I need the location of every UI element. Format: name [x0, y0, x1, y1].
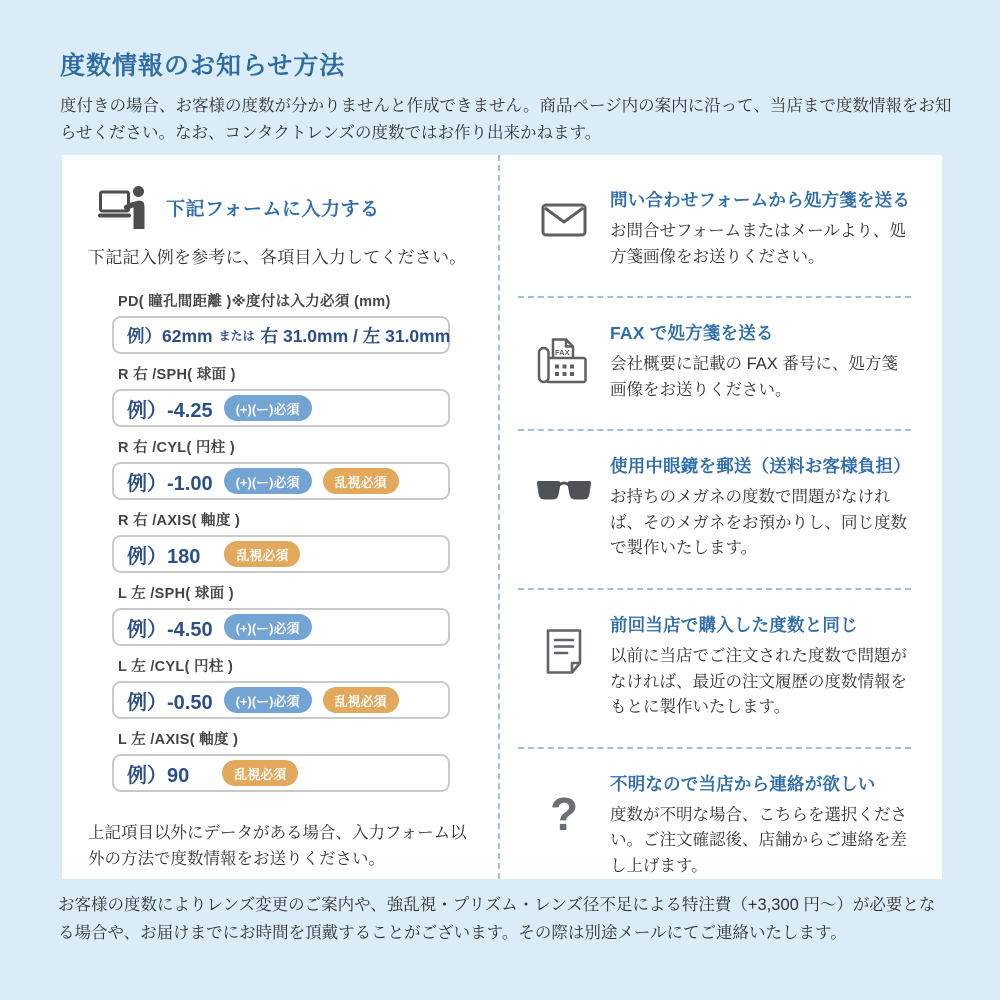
field-r-sph — [88, 363, 498, 427]
field-label: L 左 /AXIS( 軸度 ) — [118, 732, 239, 748]
fax-icon — [518, 320, 610, 403]
example-box-l-axis — [112, 754, 450, 792]
badge-sign-required: (+)(ー)必須 — [224, 468, 312, 494]
method-item-previous-order — [518, 590, 911, 749]
form-section-header — [98, 185, 498, 229]
example-box-pd — [112, 316, 450, 354]
field-r-axis — [88, 509, 498, 573]
method-item-fax — [518, 298, 911, 431]
example-value: 例）-0.50 — [127, 691, 213, 714]
example-value: 例）-4.25 — [127, 399, 213, 422]
badge-sign-required: (+)(ー)必須 — [224, 687, 312, 713]
method-title: 前回当店で購入した度数と同じ — [610, 614, 858, 635]
field-label: L 左 /CYL( 円柱 ) — [118, 659, 234, 675]
field-label: R 右 /SPH( 球面 ) — [118, 367, 236, 383]
example-box-l-cyl — [112, 681, 450, 719]
method-item-unknown-contact — [518, 749, 911, 906]
example-value: 例）-1.00 — [127, 472, 213, 495]
example-value: 例）90 — [127, 764, 190, 787]
svg-text:FAX: FAX — [555, 348, 570, 358]
question-icon: ? — [549, 787, 579, 840]
field-l-sph — [88, 582, 498, 646]
mail-icon — [518, 187, 610, 270]
page-footer-note: お客様の度数によりレンズ変更のご案内や、強乱視・プリズム・レンズ径不足による特注費（+3,300 円～）が必要となる場合や、お届けまでにお時間を頂戴することがございます。その際は別途メールにてご連絡いたします。 — [58, 896, 936, 943]
method-text — [610, 612, 911, 721]
method-description: 度数が不明な場合、こちらを選択ください。ご注文確認後、店舗からご連絡を差し上げます。 — [610, 805, 907, 875]
badge-astigmatism-required: 乱視必須 — [222, 760, 298, 786]
field-l-axis — [88, 728, 498, 792]
method-description: お問合せフォームまたはメールより、処方箋画像をお送りください。 — [610, 222, 906, 266]
example-value-or: または — [218, 328, 255, 343]
method-text — [610, 453, 911, 562]
method-title: FAX で処方箋を送る — [610, 323, 774, 344]
badge-astigmatism-required: 乱視必須 — [224, 541, 300, 567]
example-value: 例）180 — [127, 545, 201, 568]
method-title: 問い合わせフォームから処方箋を送る — [610, 190, 911, 210]
field-pd — [88, 290, 498, 354]
method-description: 以前に当店でご注文された度数で問題がなければ、最近の注文履歴の度数情報をもとに製作いたします。 — [610, 646, 907, 717]
field-l-cyl — [88, 655, 498, 719]
method-title: 不明なので当店から連絡が欲しい — [610, 773, 876, 794]
field-label: L 左 /SPH( 球面 ) — [118, 586, 234, 602]
badge-sign-required: (+)(ー)必須 — [224, 614, 312, 640]
badge-sign-required: (+)(ー)必須 — [224, 395, 312, 421]
badge-astigmatism-required: 乱視必須 — [323, 468, 399, 494]
badge-astigmatism-required: 乱視必須 — [323, 687, 399, 713]
method-text — [610, 187, 911, 270]
form-column — [62, 155, 500, 879]
example-box-l-sph — [112, 608, 450, 646]
method-text — [610, 771, 911, 880]
main-card — [62, 155, 942, 879]
example-box-r-axis — [112, 535, 450, 573]
document-icon — [518, 612, 610, 721]
glasses-icon — [518, 453, 610, 562]
method-item-mail-glasses — [518, 431, 911, 590]
form-note: 上記項目以外にデータがある場合、入力フォーム以外の方法で度数情報をお送りください。 — [88, 824, 467, 869]
example-value: 例）-4.50 — [127, 618, 213, 641]
field-r-cyl — [88, 436, 498, 500]
form-section-title: 下記フォームに入力する — [166, 198, 380, 220]
person-at-computer-icon — [98, 185, 152, 229]
methods-column — [500, 155, 945, 879]
method-description: お持ちのメガネの度数で問題がなければ、そのメガネをお預かりし、同じ度数で製作いたします。 — [610, 488, 907, 558]
method-item-contact-form — [518, 165, 911, 298]
example-value-lr: 右 31.0mm / 左 31.0mm — [260, 325, 451, 346]
page-intro: 度付きの場合、お客様の度数が分かりませんと作成できません。商品ページ内の案内に沿って、当店まで度数情報をお知らせください。なお、コンタクトレンズの度数ではお作り出来かねます。 — [60, 97, 952, 142]
field-label: R 右 /AXIS( 軸度 ) — [118, 513, 241, 529]
method-title: 使用中眼鏡を郵送（送料お客様負担） — [610, 456, 911, 477]
page-title: 度数情報のお知らせ方法 — [60, 52, 346, 80]
example-box-r-cyl — [112, 462, 450, 500]
method-description: 会社概要に記載の FAX 番号に、処方箋画像をお送りください。 — [610, 355, 898, 399]
form-instruction: 下記記入例を参考に、各項目入力してください。 — [88, 248, 467, 267]
field-label: PD( 瞳孔間距離 )※度付は入力必須 (mm) — [118, 294, 391, 310]
field-label: R 右 /CYL( 円柱 ) — [118, 440, 235, 456]
method-text — [610, 320, 911, 403]
example-value: 例）62mm — [127, 325, 213, 346]
example-box-r-sph — [112, 389, 450, 427]
